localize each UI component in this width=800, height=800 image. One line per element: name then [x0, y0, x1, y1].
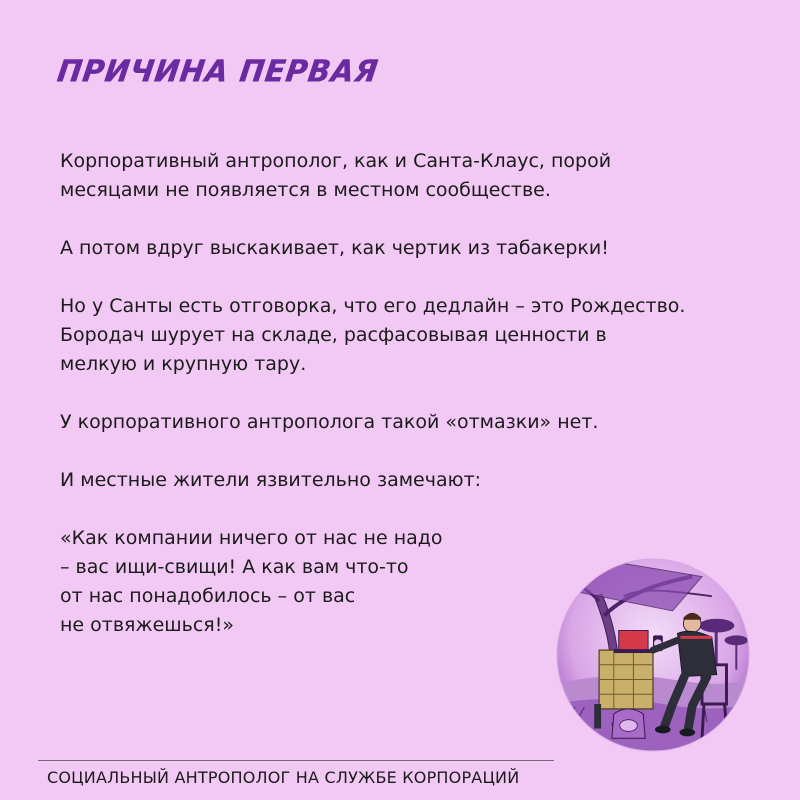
footer-caption: СОЦИАЛЬНЫЙ АНТРОПОЛОГ НА СЛУЖБЕ КОРПОРАЦИЙ [47, 768, 520, 787]
paragraph-5: И местные жители язвительно замечают: [60, 469, 482, 491]
paragraph-1: Корпоративный антрополог, как и Санта-Клаус, порой месяцами не появляется в местном сообществе. [60, 150, 612, 201]
paragraph-2: А потом вдруг выскакивает, как чертик из табакерки! [60, 237, 609, 259]
footer-divider [38, 760, 554, 761]
anthropologist-at-desk-illustration [555, 557, 751, 753]
paragraph-4: У корпоративного антрополога такой «отмазки» нет. [60, 411, 599, 433]
paragraph-3: Но у Санты есть отговорка, что его дедлайн – это Рождество. Бородач шурует на складе, расфасовывая ценности в мелкую и крупную тару. [60, 295, 686, 375]
quote-text: «Как компании ничего от нас не надо – вас ищи-свищи! А как вам что-то от нас понадобилось – от вас не отвяжешься!» [60, 527, 443, 636]
page-title: ПРИЧИНА ПЕРВАЯ [54, 53, 381, 89]
